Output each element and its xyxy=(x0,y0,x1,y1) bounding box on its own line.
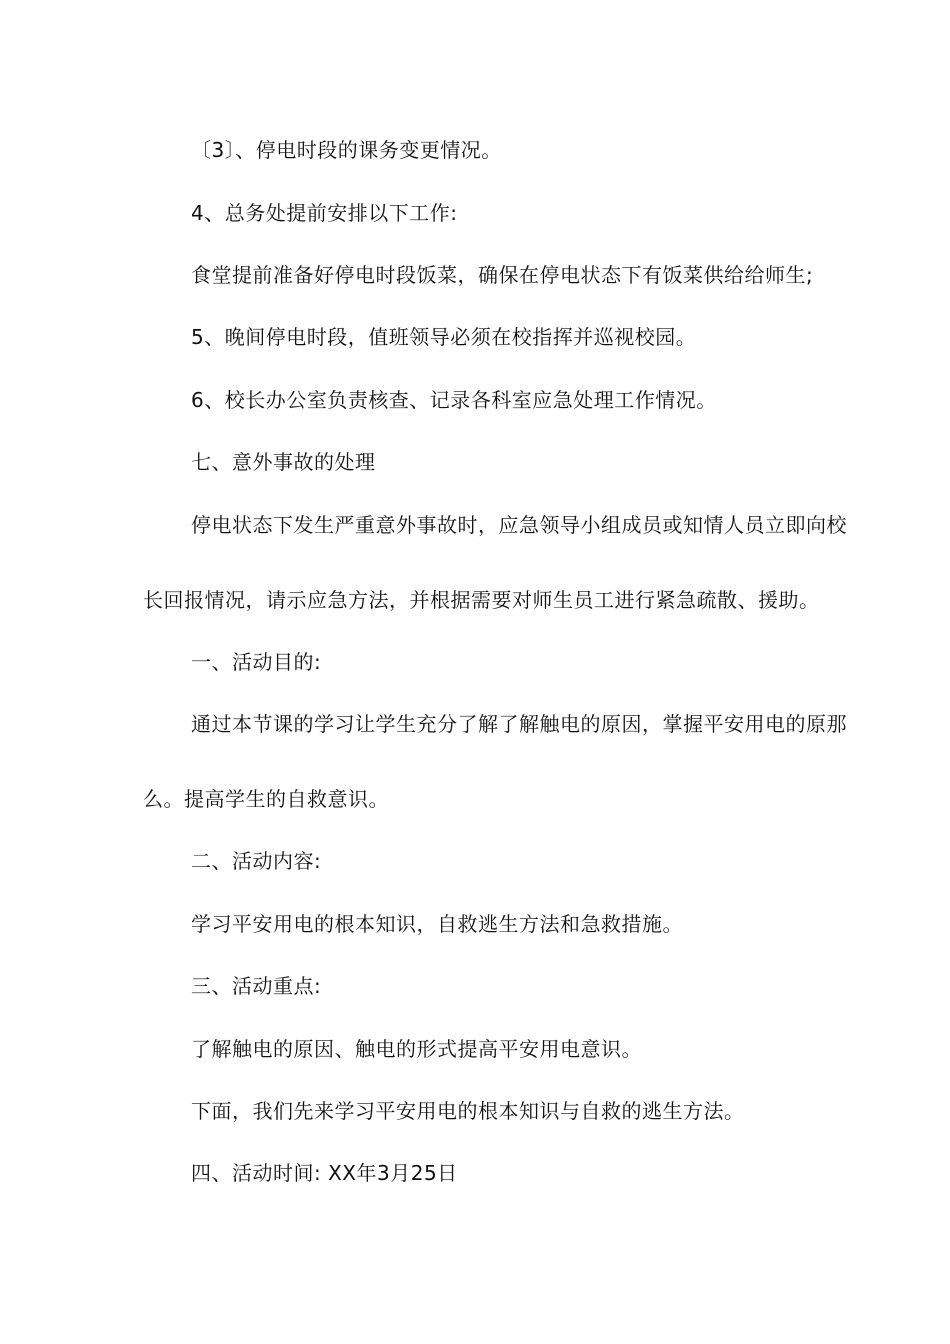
section-heading: 七、意外事故的处理 xyxy=(191,450,376,474)
paragraph-line: 下面，我们先来学习平安用电的根本知识与自救的逃生方法。 xyxy=(191,1099,745,1123)
section-heading: 一、活动目的: xyxy=(191,650,322,674)
section-heading: 三、活动重点: xyxy=(191,974,322,998)
paragraph-line: 停电状态下发生严重意外事故时，应急领导小组成员或知情人员立即向校 xyxy=(191,513,847,537)
section-heading: 二、活动内容: xyxy=(191,849,322,873)
paragraph-line: 5、晚间停电时段，值班领导必须在校指挥并巡视校园。 xyxy=(191,325,697,349)
paragraph-line: 了解触电的原因、触电的形式提高平安用电意识。 xyxy=(191,1037,642,1061)
paragraph-line: 么。提高学生的自救意识。 xyxy=(143,787,389,811)
paragraph-line: 学习平安用电的根本知识，自救逃生方法和急救措施。 xyxy=(191,912,683,936)
paragraph-line: 通过本节课的学习让学生充分了解了解触电的原因，掌握平安用电的原那 xyxy=(191,712,847,736)
paragraph-line: 〔3〕、停电时段的课务变更情况。 xyxy=(191,138,502,162)
paragraph-line: 6、校长办公室负责核查、记录各科室应急处理工作情况。 xyxy=(191,388,717,412)
paragraph-line: 食堂提前准备好停电时段饭菜，确保在停电状态下有饭菜供给给师生; xyxy=(191,263,814,287)
paragraph-line: 4、总务处提前安排以下工作: xyxy=(191,201,458,225)
section-heading: 四、活动时间: XX年3月25日 xyxy=(191,1161,458,1185)
paragraph-line: 长回报情况，请示应急方法，并根据需要对师生员工进行紧急疏散、援助。 xyxy=(143,588,820,612)
